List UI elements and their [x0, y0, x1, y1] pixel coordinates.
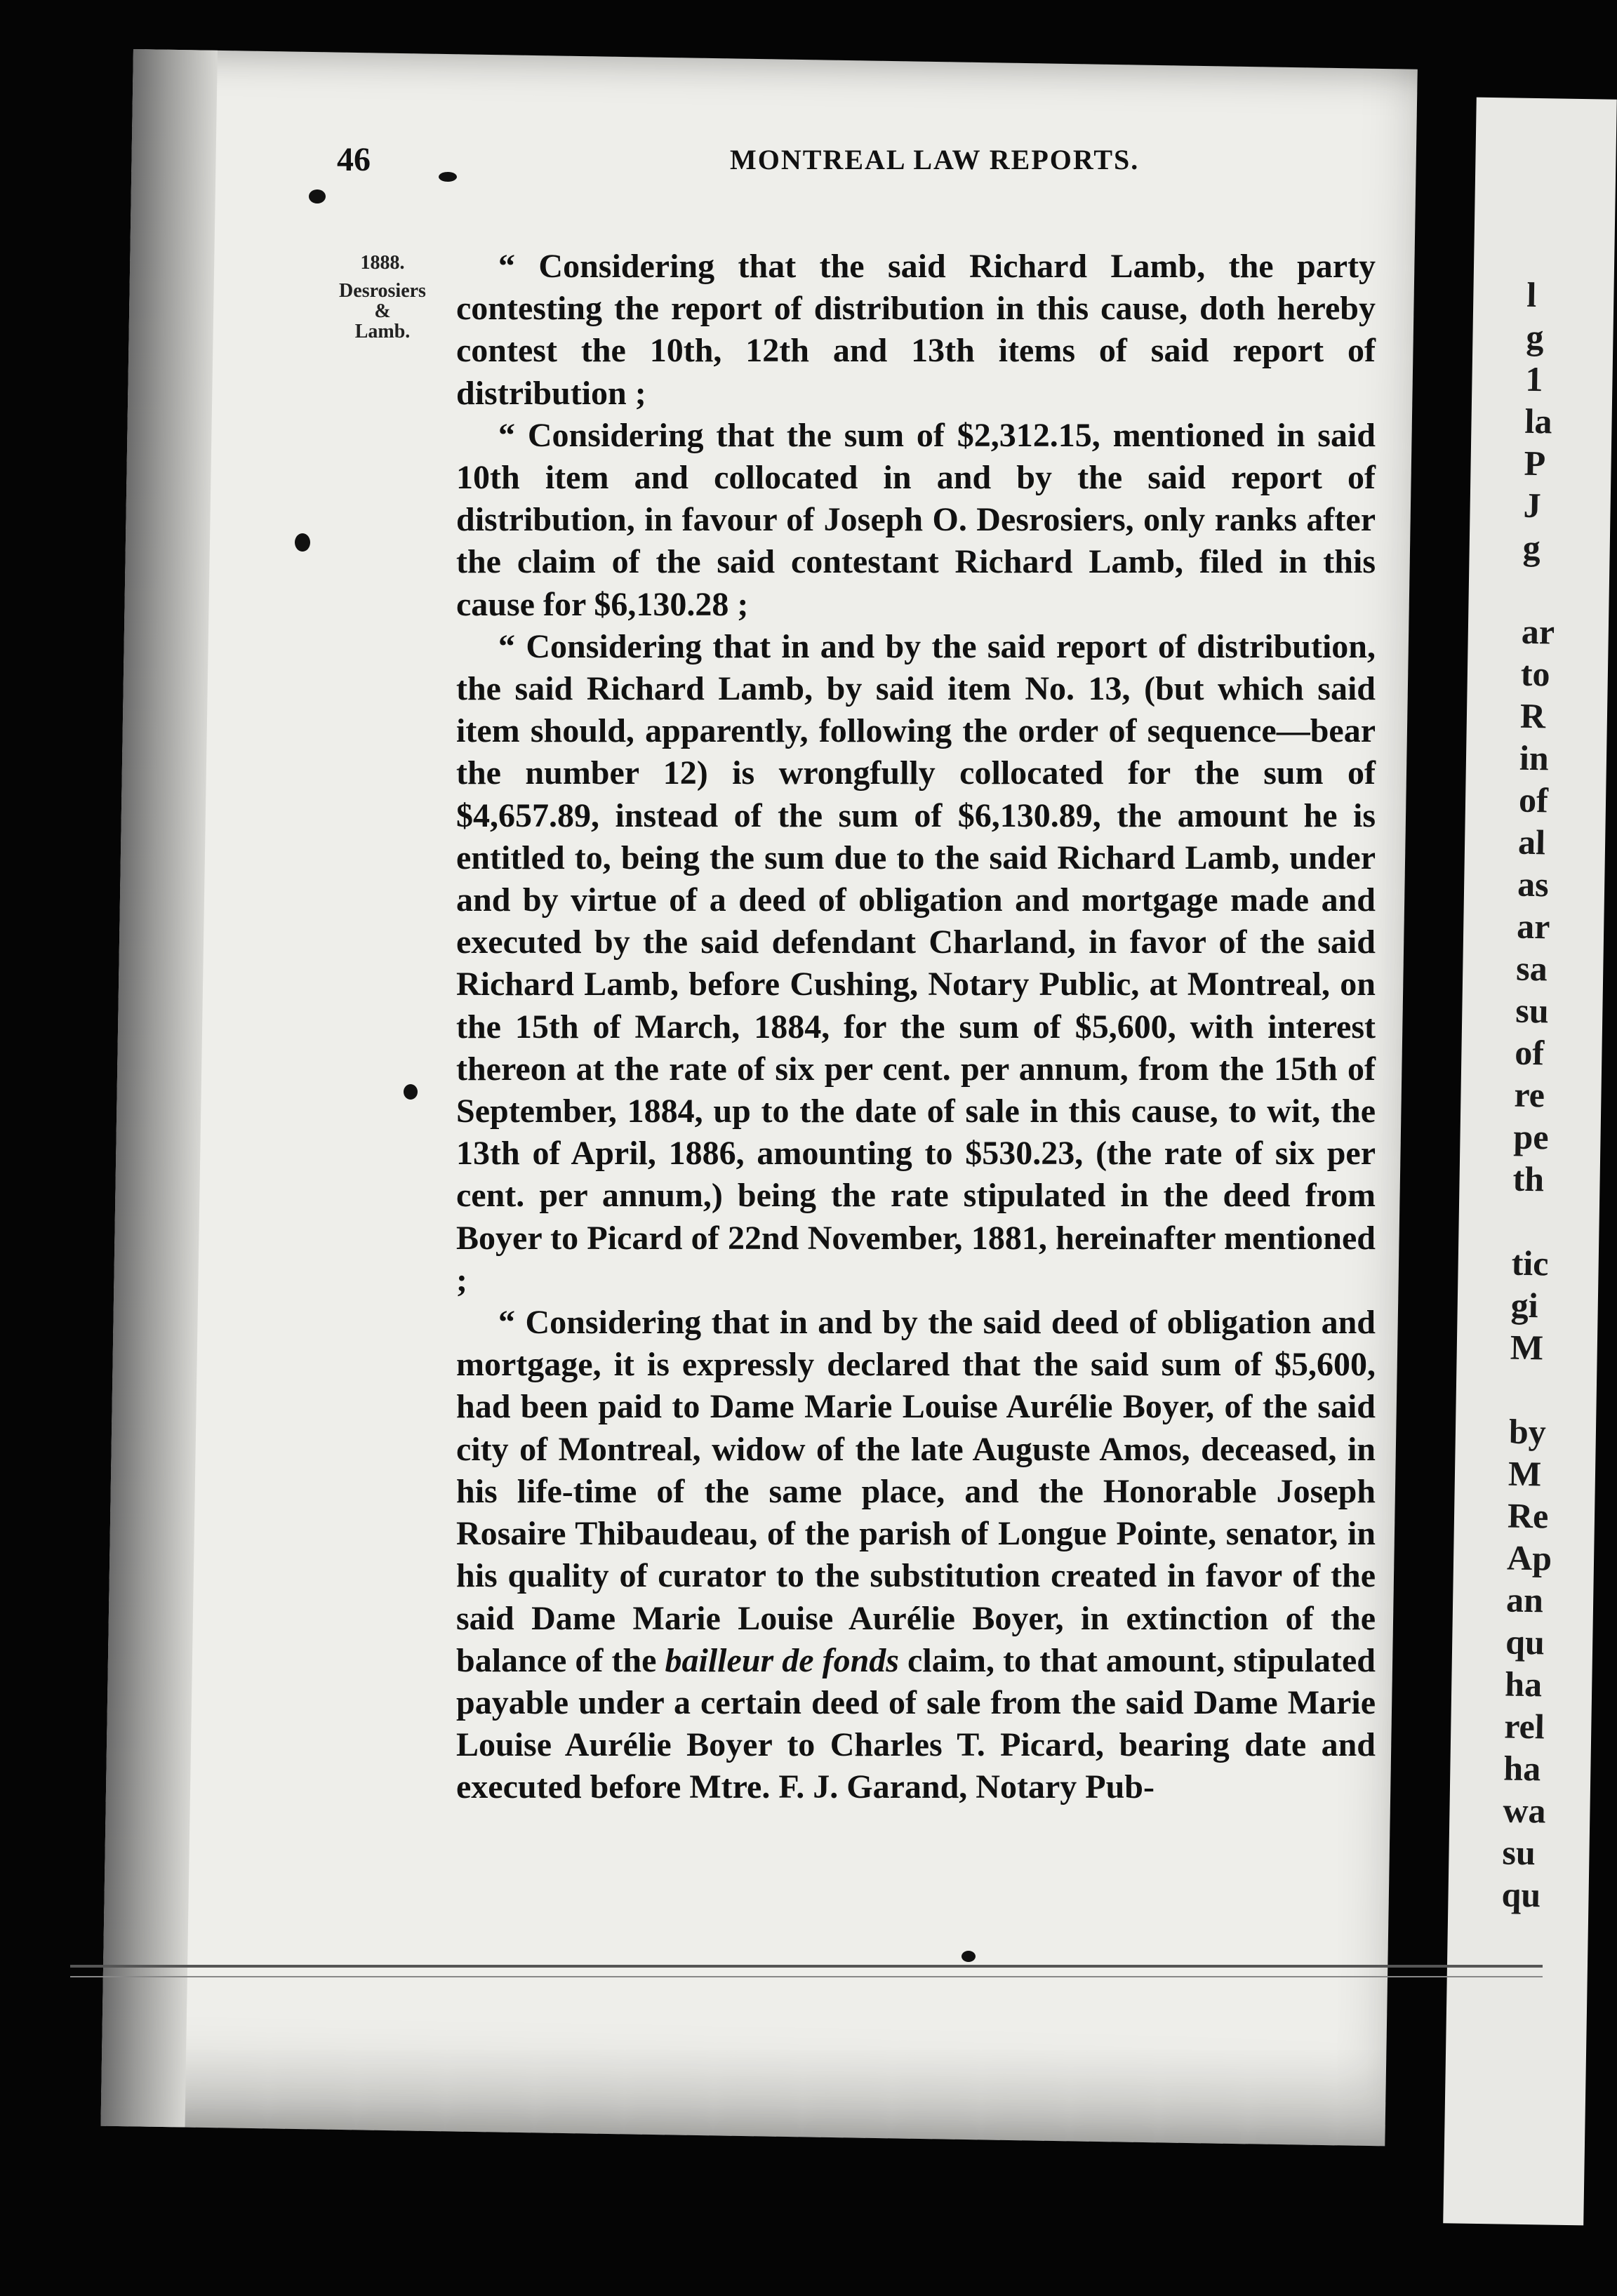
facing-page-fragment [1456, 1367, 1597, 1411]
facing-page-fragment: an [1505, 1580, 1544, 1620]
margin-year: 1888. [360, 252, 405, 274]
facing-page-fragment: la [1524, 401, 1552, 441]
margin-ampersand: & [374, 300, 391, 322]
facing-page-fragment: qu [1505, 1622, 1545, 1662]
paragraph-4-italic: bailleur de fonds [665, 1641, 899, 1679]
page-header [337, 140, 1390, 196]
facing-page-fragment: g [1522, 527, 1541, 568]
facing-page-fragment: to [1520, 653, 1551, 694]
facing-page-text [1448, 273, 1614, 1917]
paragraph-4-part-1: “ Considering that in and by the said deed of obligation and mortgage, it is expressly declared that the said sum of $5,600, had been paid to Dame Marie Louise Aurélie Boyer, of the said city of Montreal, widow of the late Auguste Amos, deceased, in his life-time of the same place, and the Honorable Joseph Rosaire Thibaudeau, of the parish of Longue Pointe, senator, in his quality of curator to the substitution created in favor of the said Dame Marie Louise Aurélie Boyer, in extinction of the balance of the [456, 1304, 1376, 1679]
facing-page-fragment: R [1519, 695, 1546, 736]
bottom-rule [70, 1965, 1543, 1968]
facing-page-fragment: th [1512, 1159, 1545, 1199]
facing-page-fragment: by [1508, 1411, 1547, 1452]
margin-party-2: Lamb. [354, 321, 411, 342]
facing-page-fragment: ar [1521, 611, 1555, 652]
facing-page-fragment: M [1510, 1327, 1544, 1368]
paragraph-3: “ Considering that in and by the said report of distribution, the said Richard Lamb, by said item No. 13, (but which said item should, apparently, following the order of sequence—bear the number 12) is wrongfully collocated for the sum of $4,657.89, instead of the sum of $6,130.89, the amount he is entitled to, being the sum due to the said Richard Lamb, under and by virtue of a deed of obligation and mortgage made and executed by the said defendant Charland, in favor of the said Richard Lamb, before Cushing, Notary Public, at Montreal, on the 15th of March, 1884, for the sum of $5,600, with interest thereon at the rate of six per cent. per annum, from the 15th of September, 1884, up to the date of sale in this cause, to wit, the 13th of April, 1886, amounting to $530.23, (the rate of six per cent. per annum,) being the rate stipulated in the deed from Boyer to Picard of 22nd November, 1881, hereinafter mentioned ; [456, 627, 1376, 1299]
running-head: MONTREAL LAW REPORTS. [730, 144, 1140, 175]
facing-page-fragment: qu [1501, 1874, 1541, 1915]
paragraph-4-part-2: claim, to that amount, stipulated payable under a certain deed of sale from the said Dame Marie Louise Aurélie Boyer to Charles T. Picard, bearing date and executed before Mtre. F. J. Garand, Notary Pub- [456, 1641, 1376, 1806]
facing-page-fragment: J [1523, 485, 1542, 526]
facing-page-fragment: su [1502, 1832, 1536, 1873]
facing-page-fragment: Ap [1506, 1537, 1552, 1578]
bottom-rule-thin [70, 1976, 1543, 1977]
paragraph-1: “ Considering that the said Richard Lamb, the party contesting the report of distribution in this cause, doth hereby contest the 10th, 12th and 13th items of said report of distribution ; [456, 248, 1376, 412]
ink-speck [439, 172, 457, 182]
facing-page [1443, 98, 1617, 2226]
facing-page-fragment: as [1517, 864, 1550, 905]
margin-note [330, 249, 435, 346]
facing-page-fragment: P [1524, 443, 1546, 483]
facing-page-fragment: gi [1510, 1285, 1539, 1326]
body-text [456, 246, 1376, 1809]
facing-page-fragment: M [1508, 1453, 1542, 1494]
facing-page-fragment: ha [1503, 1748, 1541, 1789]
facing-page-fragment: of [1514, 1032, 1545, 1073]
margin-party-1: Desrosiers [339, 280, 426, 302]
facing-page-fragment: Re [1507, 1495, 1549, 1536]
ink-speck [404, 1084, 418, 1100]
ink-speck [309, 189, 326, 203]
facing-page-fragment [1468, 568, 1609, 612]
paragraph-2: “ Considering that the sum of $2,312.15, mentioned in said 10th item and collocated in and by the said report of distribution, in favour of Joseph O. Desrosiers, only ranks after the claim of the said contestant Richard Lamb, filed in this cause for $6,130.28 ; [456, 416, 1376, 623]
facing-page-fragment: in [1519, 737, 1550, 778]
ink-speck [961, 1951, 976, 1962]
page-number: 46 [337, 141, 371, 178]
facing-page-fragment: al [1517, 822, 1546, 862]
facing-page-fragment: su [1515, 990, 1550, 1031]
facing-page-fragment: re [1514, 1074, 1545, 1115]
facing-page-fragment: g [1526, 316, 1544, 357]
facing-page-fragment: sa [1515, 948, 1548, 989]
page-gutter-shadow [101, 49, 218, 2128]
facing-page-fragment: wa [1503, 1790, 1547, 1831]
facing-page-fragment: pe [1513, 1116, 1549, 1157]
facing-page-fragment: 1 [1525, 359, 1543, 399]
facing-page-fragment: rel [1503, 1706, 1545, 1747]
facing-page-fragment [1458, 1199, 1599, 1243]
facing-page-fragment: of [1518, 780, 1549, 820]
facing-page-fragment: ha [1504, 1664, 1543, 1704]
facing-page-fragment: tic [1511, 1243, 1549, 1283]
paragraph-4 [456, 1302, 1376, 1808]
facing-page-fragment: l [1526, 274, 1537, 314]
ink-speck [295, 533, 310, 552]
facing-page-fragment: ar [1516, 906, 1550, 947]
